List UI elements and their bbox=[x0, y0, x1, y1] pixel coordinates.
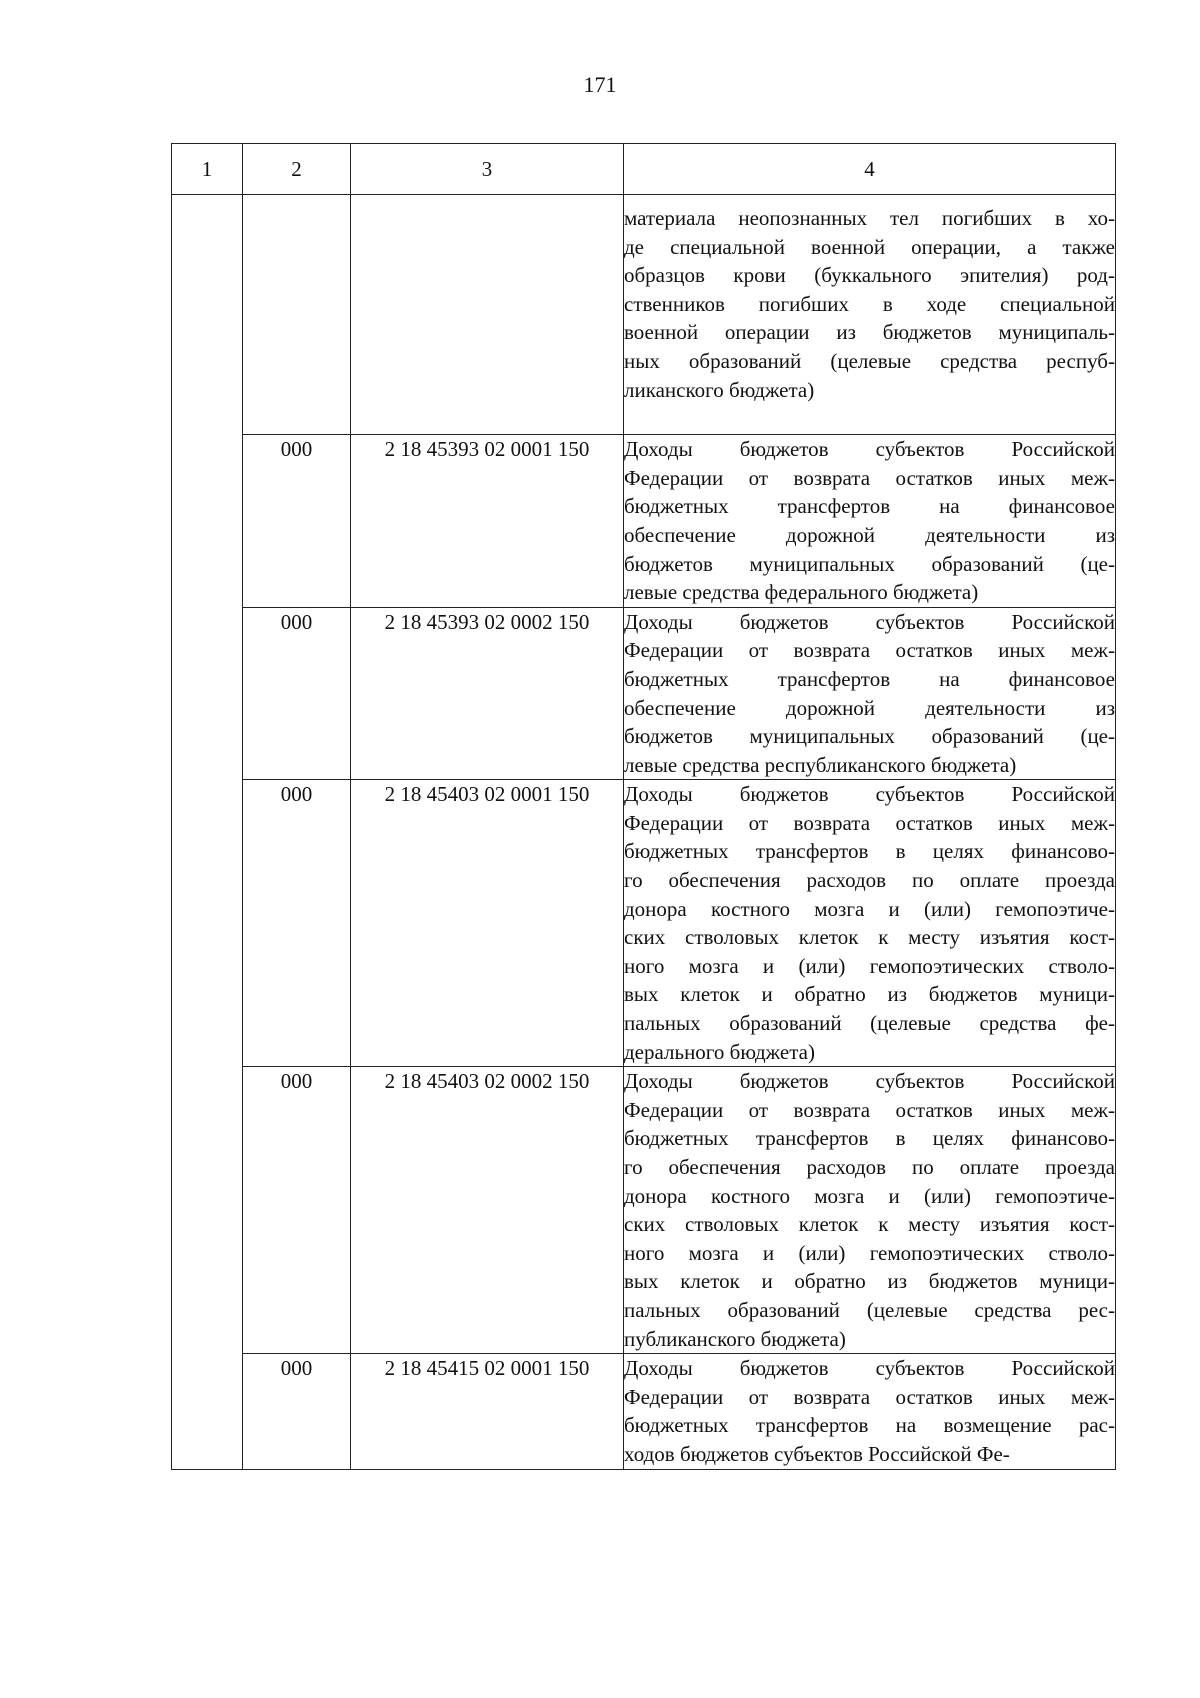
table-row bbox=[172, 1067, 1116, 1354]
text-line: пальных образований (целевые средства рес- bbox=[624, 1297, 1115, 1322]
text-line: ских стволовых клеток к месту изъятия кост- bbox=[624, 925, 1115, 950]
table-header-row bbox=[172, 144, 1116, 195]
text-line: бюджетных трансфертов в целях финансово- bbox=[624, 839, 1115, 864]
text-line: го обеспечения расходов по оплате проезда bbox=[624, 868, 1115, 893]
table-row-continuation bbox=[172, 195, 1116, 435]
cell-description bbox=[624, 607, 1116, 780]
table-row bbox=[172, 780, 1116, 1067]
table-row bbox=[172, 1354, 1116, 1469]
cell-admin-code: 000 bbox=[243, 435, 351, 608]
header-col-2: 2 bbox=[243, 144, 351, 195]
text-line: ного мозга и (или) гемопоэтических стволо- bbox=[624, 1240, 1115, 1265]
text-line: Доходы бюджетов субъектов Российской bbox=[624, 782, 1115, 807]
text-line: Федерации от возврата остатков иных меж- bbox=[624, 1097, 1115, 1122]
text-line: публиканского бюджета) bbox=[624, 1326, 846, 1351]
cell-admin-code: 000 bbox=[243, 607, 351, 780]
text-line: ных образований (целевые средства респуб- bbox=[624, 348, 1115, 373]
cell-admin-empty bbox=[243, 195, 351, 435]
text-line: Федерации от возврата остатков иных меж- bbox=[624, 1384, 1115, 1409]
text-line: ликанского бюджета) bbox=[624, 377, 815, 402]
cell-description bbox=[624, 1067, 1116, 1354]
text-line: ских стволовых клеток к месту изъятия кост- bbox=[624, 1212, 1115, 1237]
cell-budget-code: 2 18 45403 02 0002 150 bbox=[351, 1067, 624, 1354]
header-col-1: 1 bbox=[172, 144, 243, 195]
cell-description bbox=[624, 780, 1116, 1067]
text-line: левые средства республиканского бюджета) bbox=[624, 752, 1017, 777]
text-line: Федерации от возврата остатков иных меж- bbox=[624, 465, 1115, 490]
text-line: донора костного мозга и (или) гемопоэтиче- bbox=[624, 896, 1115, 921]
cell-budget-code: 2 18 45415 02 0001 150 bbox=[351, 1354, 624, 1469]
text-line: Доходы бюджетов субъектов Российской bbox=[624, 1356, 1115, 1381]
text-line: образцов крови (буккального эпителия) род- bbox=[624, 263, 1115, 288]
table-body bbox=[172, 195, 1116, 1470]
text-line: ходов бюджетов субъектов Российской Фе- bbox=[624, 1441, 1010, 1466]
cell-admin-code: 000 bbox=[243, 1067, 351, 1354]
text-line: бюджетных трансфертов на возмещение рас- bbox=[624, 1413, 1115, 1438]
cell-description bbox=[624, 435, 1116, 608]
text-line: Федерации от возврата остатков иных меж- bbox=[624, 638, 1115, 663]
text-line: левые средства федерального бюджета) bbox=[624, 580, 979, 605]
text-line: ственников погибших в ходе специальной bbox=[624, 291, 1115, 316]
cell-description bbox=[624, 1354, 1116, 1469]
text-line: дерального бюджета) bbox=[624, 1039, 815, 1064]
text-line: го обеспечения расходов по оплате проезда bbox=[624, 1155, 1115, 1179]
cell-budget-code: 2 18 45403 02 0001 150 bbox=[351, 780, 624, 1067]
text-line: ного мозга и (или) гемопоэтических стволо- bbox=[624, 953, 1115, 978]
text-line: материала неопознанных тел погибших в хо- bbox=[624, 206, 1115, 230]
cell-admin-code: 000 bbox=[243, 1354, 351, 1469]
table-row bbox=[172, 435, 1116, 608]
text-line: бюджетных трансфертов на финансовое bbox=[624, 494, 1115, 519]
cell-code-empty bbox=[351, 195, 624, 435]
cell-description-continuation bbox=[624, 195, 1116, 435]
cell-budget-code: 2 18 45393 02 0001 150 bbox=[351, 435, 624, 608]
text-line: бюджетов муниципальных образований (це- bbox=[624, 724, 1115, 749]
header-col-4: 4 bbox=[624, 144, 1116, 195]
text-line: Доходы бюджетов субъектов Российской bbox=[624, 609, 1115, 634]
text-line: обеспечение дорожной деятельности из bbox=[624, 522, 1115, 547]
text-line: вых клеток и обратно из бюджетов муници- bbox=[624, 982, 1115, 1007]
text-line: бюджетных трансфертов на финансовое bbox=[624, 666, 1115, 691]
header-col-3: 3 bbox=[351, 144, 624, 195]
cell-col-1-empty bbox=[172, 195, 243, 1470]
table-row bbox=[172, 607, 1116, 780]
text-line: бюджетных трансфертов в целях финансово- bbox=[624, 1126, 1115, 1151]
cell-admin-code: 000 bbox=[243, 780, 351, 1067]
text-line: военной операции из бюджетов муниципаль- bbox=[624, 320, 1115, 345]
text-line: Федерации от возврата остатков иных меж- bbox=[624, 810, 1115, 835]
text-line: Доходы бюджетов субъектов Российской bbox=[624, 1069, 1115, 1094]
cell-budget-code: 2 18 45393 02 0002 150 bbox=[351, 607, 624, 780]
text-line: вых клеток и обратно из бюджетов муници- bbox=[624, 1269, 1115, 1294]
text-line: пальных образований (целевые средства фе- bbox=[624, 1011, 1115, 1036]
text-line: бюджетов муниципальных образований (це- bbox=[624, 551, 1115, 576]
page-number: 171 bbox=[583, 72, 617, 97]
text-line: де специальной военной операции, а также bbox=[624, 234, 1115, 259]
text-line: Доходы бюджетов субъектов Российской bbox=[624, 437, 1115, 462]
text-line: донора костного мозга и (или) гемопоэтиче- bbox=[624, 1183, 1115, 1208]
text-line: обеспечение дорожной деятельности из bbox=[624, 695, 1115, 720]
budget-code-table bbox=[171, 143, 1116, 1470]
